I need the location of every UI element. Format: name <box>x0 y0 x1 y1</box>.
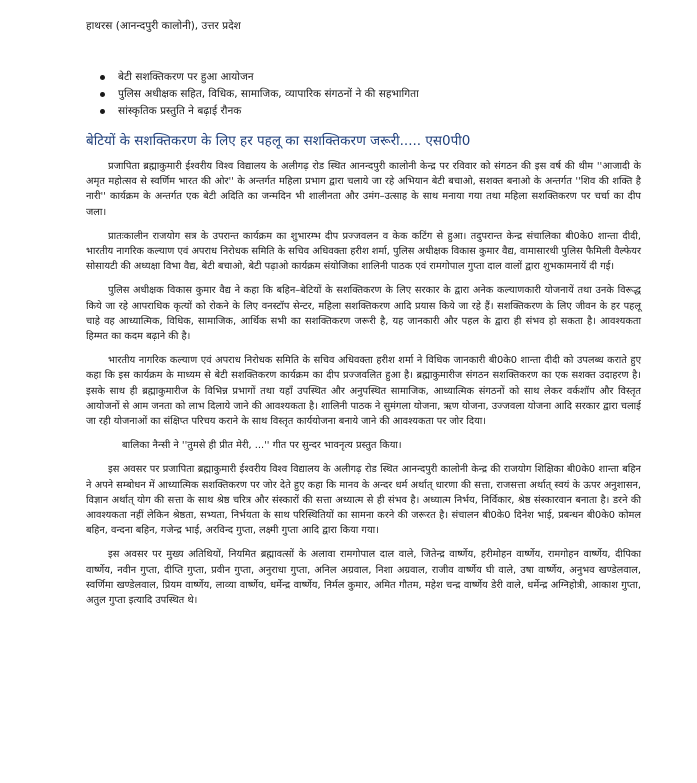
highlight-text: बेटी सशक्तिकरण पर हुआ आयोजन <box>118 71 254 83</box>
highlight-text: पुलिस अधीक्षक सहित, विधिक, सामाजिक, व्यापारिक संगठनों ने की सहभागिता <box>118 88 419 100</box>
body-paragraph: पुलिस अधीक्षक विकास कुमार वैद्य ने कहा कि बहिन–बेटियों के सशक्तिकरण के लिए सरकार के द्वारा अनेक कल्याणकारी योजनायें तथा उनके विरूद्ध किये जा रहे आपराधिक कृत्यों को रोकने के लिए वनस्टॉप सेन्टर, महिला सशक्तिकरण आदि प्रयास किये जा रहे हैं। सशक्तिकरण के लिए जीवन के हर पहलू चाहे वह आध्यात्मिक, विधिक, सामाजिक, आर्थिक सभी का सशक्तिकरण जरूरी है, यह जानकारी और पहल के द्वारा ही संभव हो सकता है। आवश्यकता हिम्मत का कदम बढ़ाने की है। <box>86 285 641 343</box>
bullet-icon <box>100 75 105 80</box>
body-paragraph: इस अवसर पर प्रजापिता ब्रह्माकुमारी ईश्वरीय विश्व विद्यालय के अलीगढ़ रोड स्थित आनन्दपुरी कालोनी केन्द्र की राजयोग शिक्षिका बी0के0 शान्ता बहिन ने अपने सम्बोधन में आध्यात्मिक सशक्तिकरण पर जोर देते हुए कहा कि मानव के अन्दर धर्म अर्थात् धारणा की सत्ता, राजसत्ता अर्थात् स्वयं के ऊपर अनुशासन, विज्ञान अर्थात् योग की सत्ता के साथ श्रेष्ठ चरित्र और संस्कारों की सत्ता अध्यात्म से ही संभव है। अध्यात्म निर्भय, निर्विकार, श्रेष्ठ संस्कारवान बनाता है। डरने की आवश्यकता नहीं लेकिन श्रेष्ठता, सभ्यता, निर्भयता के साथ परिस्थितियों का सामना करने की जरूरत है। संचालन बी0के0 दिनेश भाई, प्रबन्धन बी0के0 कोमल बहिन, वन्दना बहिन, गजेन्द्र भाई, अरविन्द गुप्ता, लक्ष्मी गुप्ता आदि द्वारा किया गया। <box>86 464 641 537</box>
body-paragraph: भारतीय नागरिक कल्याण एवं अपराध निरोधक समिति के सचिव अधिवक्ता हरीश शर्मा ने विधिक जानकारी बी0के0 शान्ता दीदी को उपलब्ध कराते हुए कहा कि इस कार्यक्रम के माध्यम से बेटी सशक्तिकरण कार्यक्रम का दीप प्रज्जवलित हुआ है। ब्रह्माकुमारीज संगठन सशक्तिकरण का एक सशक्त उदाहरण है। इसके साथ ही ब्रह्माकुमारीज के विभिन्न प्रभागों तथा यहाँ उपस्थित और अनुपस्थित सामाजिक, आध्यात्मिक संगठनों को साथ लेकर वर्कशॉप और विस्तृत आयोजनों से आम जनता को लाभ दिलाये जाने की आवश्यकता है। शालिनी पाठक ने सुमंगला योजना, ऋण योजना, उज्जवला योजना आदि सरकार द्वारा चलाई जा रही योजनाओं का संक्षिप्त परिचय कराने के साथ विस्तृत कार्ययोजना बनाये जाने की आवश्यकता पर जोर दिया। <box>86 355 641 428</box>
highlight-item <box>100 69 641 86</box>
body-paragraph: इस अवसर पर मुख्य अतिथियों, नियमित ब्रह्मावत्सों के अलावा रामगोपाल दाल वाले, जितेन्द्र वार्ष्णेय, हरीमोहन वार्ष्णेय, रामगोहन वार्ष्णेय, दीपिका वार्ष्णेय, नवीन गुप्ता, दीप्ति गुप्ता, प्रवीन गुप्ता, अनुराधा गुप्ता, अनिल अग्रवाल, निशा अग्रवाल, राजीव वार्ष्णेय घी वाले, उषा वार्ष्णेय, अनुभव खण्डेलवाल, स्वर्णिमा खण्डेलवाल, प्रियम वार्ष्णेय, लाव्या वार्ष्णेय, धर्मेन्द्र वार्ष्णेय, निर्मल कुमार, अमित गौतम, महेश चन्द्र वार्ष्णेय डेरी वाले, धर्मेन्द्र अग्निहोत्री, आकाश गुप्ता, अतुल गुप्ता इत्यादि उपस्थित थे। <box>86 549 641 607</box>
location-line: हाथरस (आनन्दपुरी कालोनी), उत्तर प्रदेश <box>86 20 241 32</box>
headline: बेटियों के सशक्तिकरण के लिए हर पहलू का सशक्तिकरण जरूरी..... एस0पी0 <box>86 133 471 149</box>
body-paragraph: प्रजापिता ब्रह्माकुमारी ईश्वरीय विश्व विद्यालय के अलीगढ़ रोड स्थित आनन्दपुरी कालोनी केन्द्र पर रविवार को संगठन की इस वर्ष की थीम ''आजादी के अमृत महोत्सव से स्वर्णिम भारत की ओर'' के अन्तर्गत महिला प्रभाग द्वारा चलाये जा रहे अभियान बेटी बचाओ, सशक्त बनाओ के अन्तर्गत ''शिव की शक्ति है नारी'' कार्यक्रम के अन्तर्गत एक बेटी अदिति का जन्मदिन भी शालीनता और उमंग–उत्साह के साथ मनाया गया तथा महिला सशक्तिकरण पर चर्चा का दीप जला। <box>86 161 641 218</box>
highlights-list <box>86 69 641 120</box>
highlight-item <box>100 103 641 120</box>
body-paragraph: प्रातःकालीन राजयोग सत्र के उपरान्त कार्यक्रम का शुभारम्भ दीप प्रज्जवलन व केक कटिंग से हुआ। तदुपरान्त केन्द्र संचालिका बी0के0 शान्ता दीदी, भारतीय नागरिक कल्याण एवं अपराध निरोधक समिति के सचिव अधिवक्ता हरीश शर्मा, पुलिस अधीक्षक विकास कुमार वैद्य, वामासारथी पुलिस फैमिली वैल्फेयर सोसायटी की अध्यक्षा विभा वैद्य, बेटी बचाओ, बेटी पढ़ाओ कार्यक्रम संयोजिका शालिनी पाठक एवं रामगोपाल गुप्ता दाल वालों द्वारा शुभकामनायें दी गई। <box>86 230 641 273</box>
highlight-text: सांस्कृतिक प्रस्तुति ने बढ़ाई रौनक <box>118 105 242 117</box>
highlight-item <box>100 86 641 103</box>
bullet-icon <box>100 109 105 114</box>
body-paragraph: बालिका नैन्सी ने ''तुमसे ही प्रीत मेरी, ...'' गीत पर सुन्दर भावनृत्य प्रस्तुत किया। <box>122 440 402 452</box>
bullet-icon <box>100 92 105 97</box>
